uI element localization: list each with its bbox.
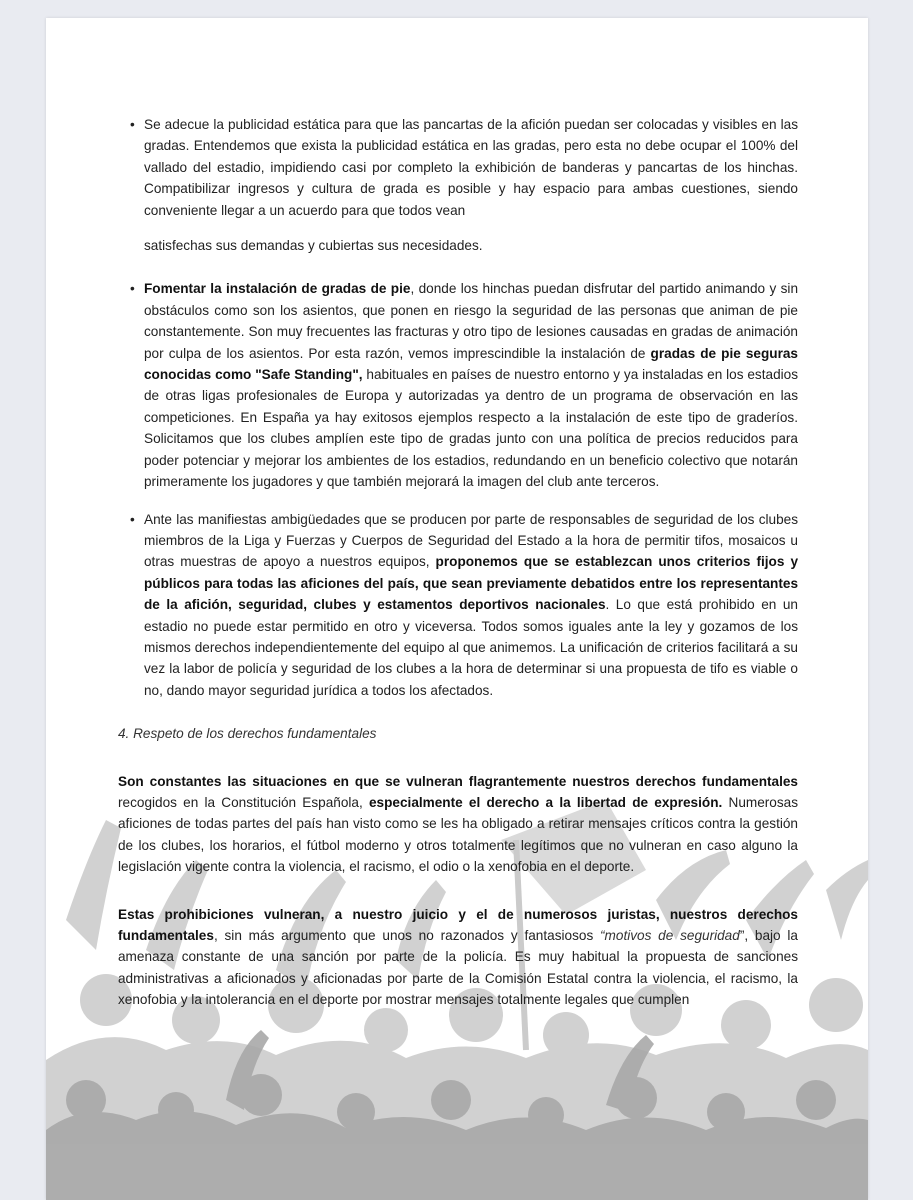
text-run: Ante las manifiestas ambigüedades que se producen por parte de responsables de seguridad de los clubes miembros de la Liga y Fuerzas y Cuerpos de Seguridad del Estado a la hora de permitir tifos, mosaicos u otras muestras de apoyo a nuestros equipos, bbox=[144, 511, 798, 570]
bold-phrase: Fomentar la instalación de gradas de pie bbox=[144, 281, 411, 297]
bullet-text-continuation: satisfechas sus demandas y cubiertas sus necesidades. bbox=[144, 238, 483, 254]
bullet-marker: • bbox=[130, 281, 135, 297]
bullet-criterios-tifos bbox=[118, 509, 798, 702]
paragraph-derechos bbox=[118, 771, 798, 878]
bullet-marker: • bbox=[130, 511, 135, 527]
paragraph-prohibiciones bbox=[118, 904, 798, 1011]
document-page bbox=[46, 18, 868, 1200]
bullet-marker: • bbox=[130, 117, 135, 132]
bold-phrase: Son constantes las situaciones en que se vulneran flagrantemente nuestros derechos fundamentales bbox=[118, 773, 798, 789]
bold-phrase: especialmente el derecho a la libertad de expresión. bbox=[369, 794, 723, 810]
bullet-text bbox=[144, 278, 798, 492]
italic-phrase: “motivos de seguridad bbox=[600, 928, 740, 943]
text-run: ”, bajo la amenaza constante de una sanción por parte de la policía. Es muy habitual la propuesta de sanciones administrativas a aficionados y aficionadas por parte de la Comisión Estatal contra la violencia, el racismo, la xenofobia y la intolerancia en el deporte por mostrar mensajes totalmente legales que cumplen bbox=[118, 928, 798, 1008]
text-run: , donde los hinchas puedan disfrutar del partido animando y sin obstáculos como son los asientos, que ponen en riesgo la seguridad de las personas que animan de pie constantemente. Son muy frecuentes las fracturas y otro tipo de lesiones causadas en gradas de animación por culpa de los asientos. Por esta razón, vemos imprescindible la instalación de bbox=[144, 281, 798, 361]
document-body bbox=[118, 114, 798, 1011]
bold-phrase: gradas de pie seguras conocidas como "Safe Standing", bbox=[144, 345, 798, 383]
text-run: . Lo que está prohibido en un estadio no puede estar permitido en otro y viceversa. Todos somos iguales ante la ley y gozamos de los mismos derechos independientemente del equipo al que animemos. La unificación de criterios facilitará a su vez la labor de policía y seguridad de los clubes a la hora de determinar si una propuesta de tifo es viable o no, dando mayor seguridad jurídica a todos los afectados. bbox=[144, 597, 798, 698]
text-run: , sin más argumento que unos no razonados y fantasiosos bbox=[213, 928, 601, 943]
section-heading: 4. Respeto de los derechos fundamentales bbox=[118, 726, 377, 742]
bullet-publicidad bbox=[118, 114, 798, 256]
bullet-text bbox=[144, 509, 798, 702]
bold-phrase: proponemos que se establezcan unos criterios fijos y públicos para todas las aficiones del país, que sean previamente debatidos entre los representantes de la afición, seguridad, clubes y estamentos deportivos nacionales bbox=[144, 554, 799, 613]
text-run: habituales en países de nuestro entorno y ya instaladas en los estadios de otras ligas profesionales de Europa y autorizadas ya dentro de un programa de observación en las competiciones. En España ya hay exitosos ejemplos respecto a la instalación de este tipo de graderíos. Solicitamos que los clubes amplíen este tipo de gradas junto con una política de precios reducidos para poder potenciar y mejorar los ambientes de los estadios, redundando en un beneficio colectivo que notarán primeramente los jugadores y que también mejorará la imagen del club ante terceros. bbox=[144, 367, 799, 490]
text-run: recogidos en la Constitución Española, bbox=[118, 794, 369, 810]
bullet-text: Se adecue la publicidad estática para que las pancartas de la afición puedan ser colocadas y visibles en las gradas. Entendemos que exista la publicidad estática en las gradas, pero esta no debe ocupar el 100% del vallado del estadio, impidiendo casi por completo la exhibición de banderas y pancartas de los hinchas. Compatibilizar ingresos y cultura de grada es posible y hay espacio para ambas cuestiones, siendo conveniente llegar a un acuerdo para que todos vean bbox=[144, 117, 798, 218]
bold-phrase: Estas prohibiciones vulneran, a nuestro juicio y el de numerosos juristas, nuestros derechos fundamentales bbox=[118, 906, 798, 943]
bullet-gradas-de-pie bbox=[118, 278, 798, 492]
text-run: Numerosas aficiones de todas partes del país han visto como se les ha obligado a retirar mensajes críticos contra la gestión de los clubes, los horarios, el fútbol moderno y otros totalmente legítimos que no vulneran en caso alguno la legislación vigente contra la violencia, el racismo, el odio o la xenofobia en el deporte. bbox=[118, 794, 798, 875]
